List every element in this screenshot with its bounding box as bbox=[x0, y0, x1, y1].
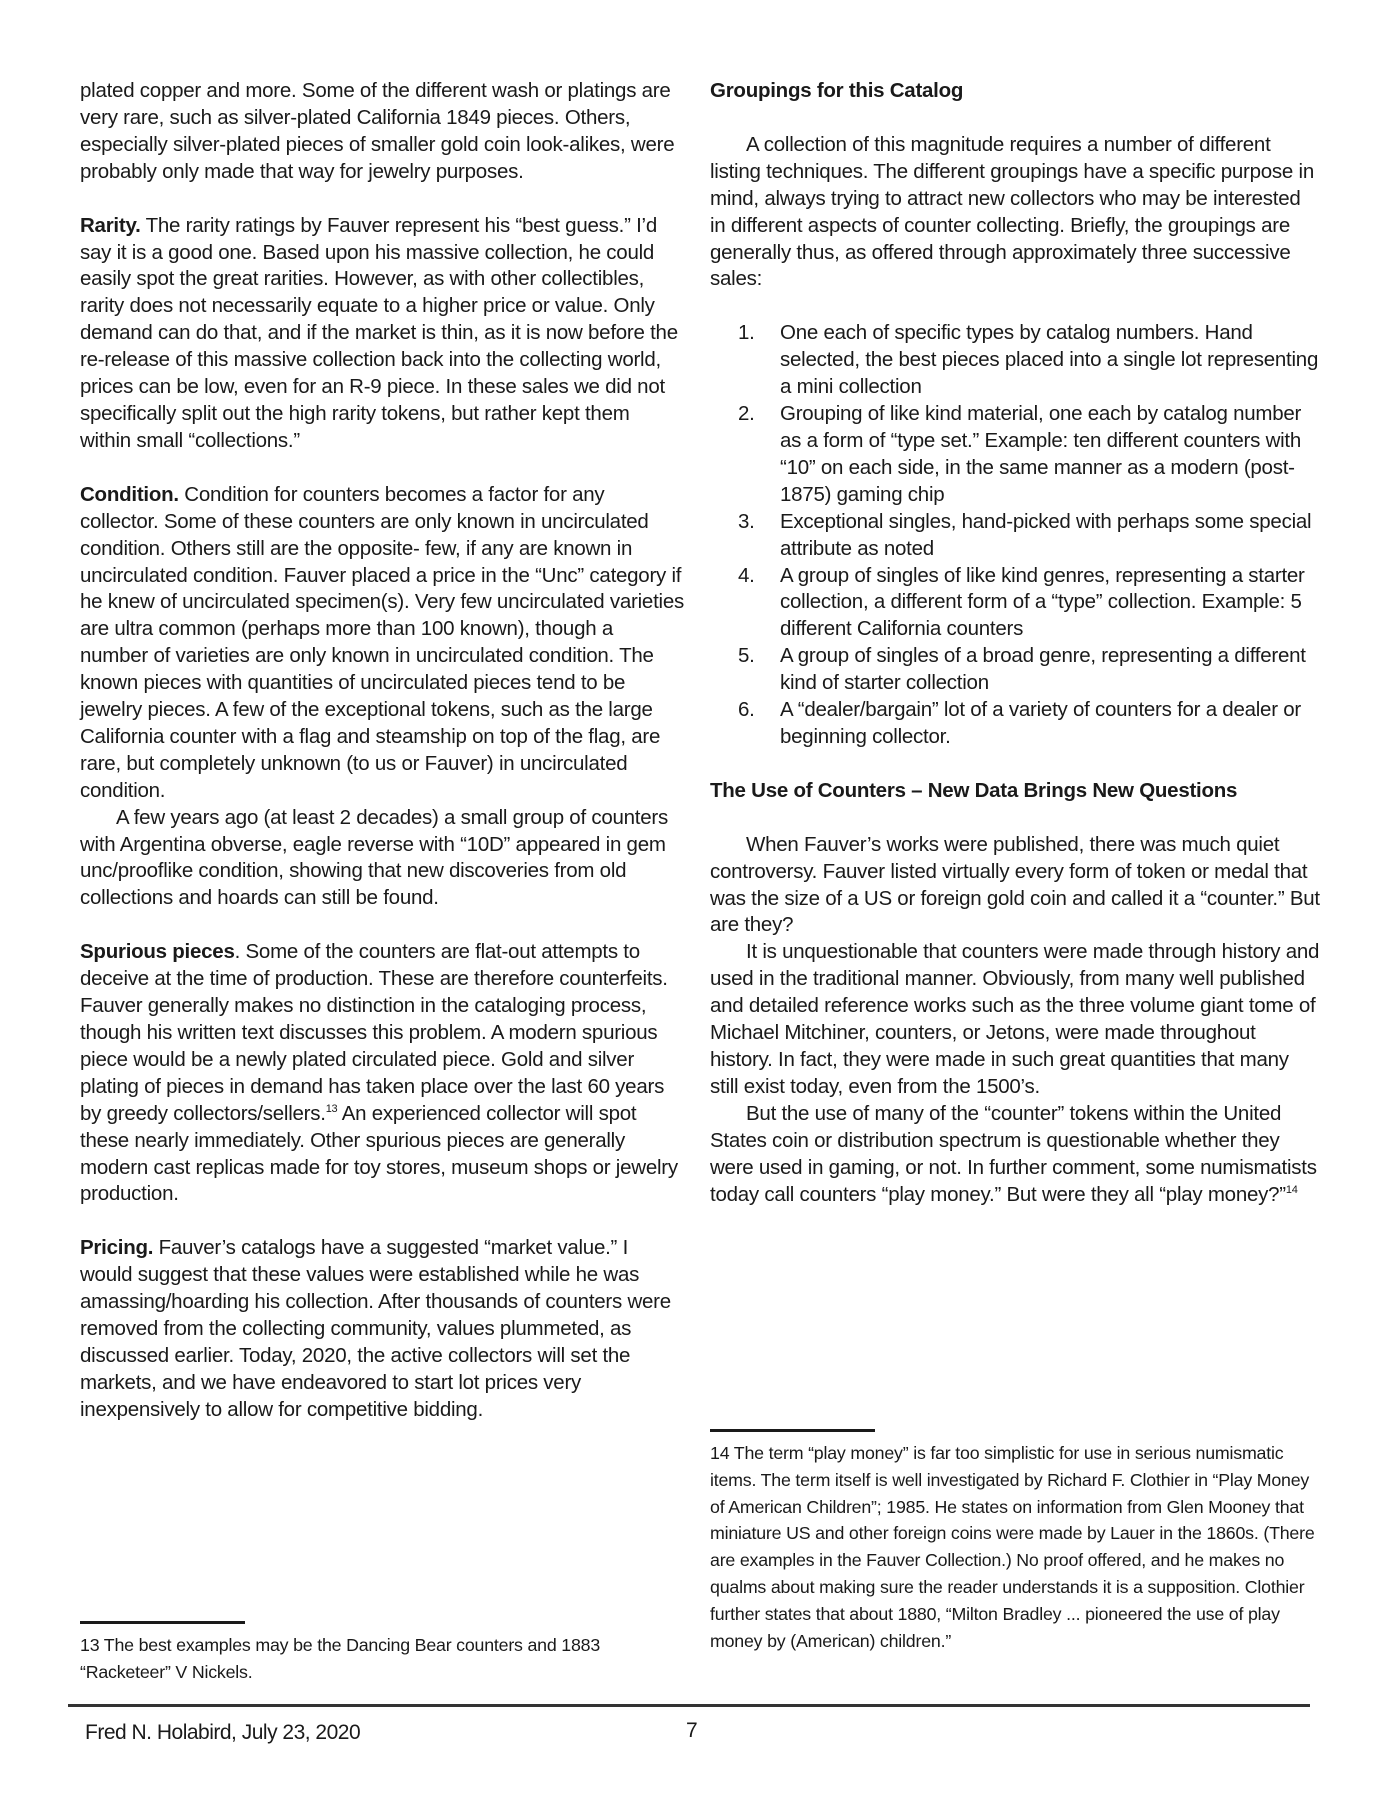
use-of-counters-heading: The Use of Counters – New Data Brings New Questions bbox=[710, 778, 1238, 802]
rarity-lead: Rarity. bbox=[80, 213, 141, 237]
footnote-ref-14[interactable]: 14 bbox=[1285, 1183, 1298, 1196]
list-item bbox=[710, 320, 1320, 401]
list-item bbox=[710, 401, 1320, 509]
list-number: 2. bbox=[738, 402, 755, 426]
pricing-lead: Pricing. bbox=[80, 1236, 154, 1260]
use-paragraph-1: When Fauver’s works were published, there was much quiet controversy. Fauver listed virtually every form of token or medal that was the size of a US or foreign gold coin and called it a “counter.” But are they? bbox=[710, 832, 1320, 937]
spurious-text-1: . Some of the counters are flat-out attempts to deceive at the time of production. These are therefore counterfeits. Fauver generally makes no distinction in the cataloging process, though his written text discusses this problem. A modern spurious piece would be a newly plated circulated piece. Gold and silver plating of pieces in demand has taken place over the last 60 years by greedy collectors/sellers. bbox=[80, 940, 668, 1125]
list-item bbox=[710, 563, 1320, 644]
footnote-divider bbox=[710, 1429, 875, 1432]
spurious-text-2: An experienced collector will spot these nearly immediately. Other spurious pieces are generally modern cast replicas made for toy stores, museum shops or jewelry production. bbox=[80, 1101, 678, 1206]
groupings-list bbox=[710, 320, 1320, 751]
list-item bbox=[710, 643, 1320, 697]
use-paragraph-3-text: But the use of many of the “counter” tokens within the United States coin or distribution spectrum is questionable whether they were used in gaming, or not. In further comment, some numismatists today call counters “play money.” But were they all “play money?” bbox=[710, 1101, 1317, 1206]
list-number: 5. bbox=[738, 644, 755, 668]
rarity-text: The rarity ratings by Fauver represent his “best guess.” I’d say it is a good one. Based upon his massive collection, he could easily spot the great rarities. However, as with other collectibles, rarity does not necessarily equate to a higher price or value. Only demand can do that, and if the market is thin, as it is now before the re-release of this massive collection back into the collecting world, prices can be low, even for an R-9 piece. In these sales we did not specifically split out the high rarity tokens, but rather kept them within small “collections.” bbox=[80, 213, 678, 452]
pricing-paragraph bbox=[80, 1235, 685, 1423]
pricing-text: Fauver’s catalogs have a suggested “market value.” I would suggest that these values were established while he was amassing/hoarding his collection. After thousands of counters were removed from the collecting community, values plummeted, as discussed earlier. Today, 2020, the active collectors will set the markets, and we have endeavored to start lot prices very inexpensively to allow for competitive bidding. bbox=[80, 1236, 671, 1421]
rarity-paragraph bbox=[80, 213, 685, 455]
list-number: 4. bbox=[738, 563, 755, 587]
groupings-intro: A collection of this magnitude requires a number of different listing techniques. The different groupings have a specific purpose in mind, always trying to attract new collectors who may be interested in different aspects of counter collecting. Briefly, the groupings are generally thus, as offered through approximately three successive sales: bbox=[710, 132, 1314, 291]
list-text: A group of singles of a broad genre, representing a different kind of starter collection bbox=[780, 644, 1306, 695]
footnote-divider bbox=[80, 1621, 245, 1624]
footer-author-date: Fred N. Holabird, July 23, 2020 bbox=[85, 1721, 361, 1744]
footnotes-left bbox=[80, 1621, 685, 1686]
intro-paragraph: plated copper and more. Some of the different wash or platings are very rare, such as silver-plated California 1849 pieces. Others, especially silver-plated pieces of smaller gold coin look-alikes, were probably only made that way for jewelry purposes. bbox=[80, 79, 675, 183]
use-paragraph-3 bbox=[710, 1101, 1320, 1209]
condition-lead: Condition. bbox=[80, 482, 179, 506]
spurious-paragraph bbox=[80, 939, 685, 1208]
use-paragraph-2: It is unquestionable that counters were made through history and used in the traditional manner. Obviously, from many well published and detailed reference works such as the three volume giant tome of Michael Mitchiner, counters, or Jetons, were made throughout history. In fact, they were made in such great quantities that many still exist today, even from the 1500’s. bbox=[710, 940, 1320, 1098]
groupings-heading: Groupings for this Catalog bbox=[710, 79, 964, 102]
spurious-lead: Spurious pieces bbox=[80, 940, 235, 964]
list-number: 1. bbox=[738, 321, 755, 345]
list-text: A group of singles of like kind genres, representing a starter collection, a different form of a “type” collection. Example: 5 different California counters bbox=[780, 563, 1305, 641]
footnote-14: 14 The term “play money” is far too simplistic for use in serious numismatic items. The term itself is well investigated by Richard F. Clothier in “Play Money of American Children”; 1985. He states on information from Glen Mooney that miniature US and other foreign coins were made by Lauer in the 1860s. (There are examples in the Fauver Collection.) No proof offered, and he makes no qualms about making sure the reader understands it is a supposition. Clothier further states that about 1880, “Milton Bradley ... pioneered the use of play money by (American) children.” bbox=[710, 1443, 1315, 1651]
footnotes-right bbox=[710, 1429, 1320, 1654]
list-item bbox=[710, 697, 1320, 751]
condition-followup: A few years ago (at least 2 decades) a small group of counters with Argentina obverse, eagle reverse with “10D” appeared in gem unc/prooflike condition, showing that new discoveries from old collections and hoards can still be found. bbox=[80, 805, 668, 910]
list-item bbox=[710, 509, 1320, 563]
list-number: 6. bbox=[738, 698, 755, 722]
left-column bbox=[80, 78, 685, 1424]
footer-divider bbox=[68, 1704, 1310, 1707]
list-text: One each of specific types by catalog numbers. Hand selected, the best pieces placed into a single lot representing a mini collection bbox=[780, 321, 1319, 399]
page-number: 7 bbox=[686, 1719, 698, 1742]
list-number: 3. bbox=[738, 509, 755, 533]
list-text: A “dealer/bargain” lot of a variety of counters for a dealer or beginning collector. bbox=[780, 698, 1301, 748]
condition-text: Condition for counters becomes a factor for any collector. Some of these counters are only known in uncirculated condition. Others still are the opposite- few, if any are known in uncirculated condition. Fauver placed a price in the “Unc” category if he knew of uncirculated specimen(s). Very few uncirculated varieties are ultra common (perhaps more than 100 known), though a number of varieties are only known in uncirculated condition. The known pieces with quantities of uncirculated pieces tend to be jewelry pieces. A few of the exceptional tokens, such as the large California counter with a flag and steamship on top of the flag, are rare, but completely unknown (to us or Fauver) in uncirculated condition. bbox=[80, 482, 684, 802]
right-column bbox=[710, 78, 1320, 1208]
footnote-ref-13[interactable]: 13 bbox=[325, 1102, 338, 1115]
list-text: Exceptional singles, hand-picked with perhaps some special attribute as noted bbox=[780, 509, 1312, 560]
footnote-13: 13 The best examples may be the Dancing Bear counters and 1883 “Racketeer” V Nickels. bbox=[80, 1635, 601, 1682]
list-text: Grouping of like kind material, one each by catalog number as a form of “type set.” Example: ten different counters with “10” on each side, in the same manner as a modern (post-1875) gaming chip bbox=[780, 402, 1302, 506]
condition-paragraph bbox=[80, 482, 685, 805]
